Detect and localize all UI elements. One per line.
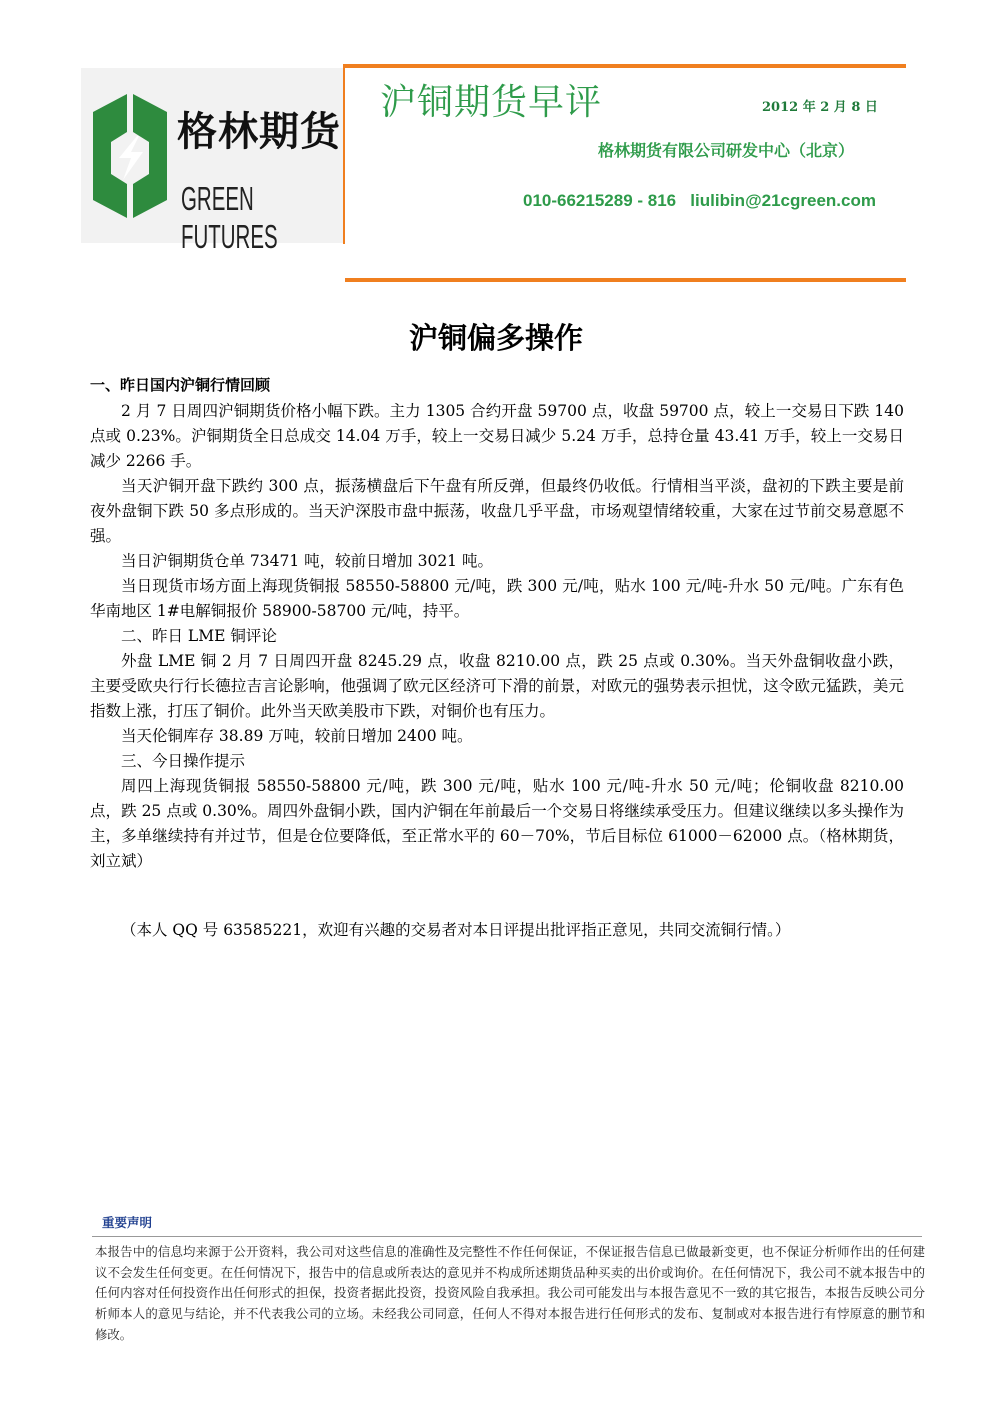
section-heading: 三、今日操作提示	[121, 752, 246, 770]
header-top-rule	[345, 64, 906, 68]
section-heading: 一、昨日国内沪铜行情回顾	[90, 376, 271, 394]
header-divider	[343, 64, 345, 244]
paragraph: 当天沪铜开盘下跌约 300 点，振荡横盘后下午盘有所反弹，但最终仍收低。行情相当平淡，盘初的下跌主要是前夜外盘铜下跌 50 多点形成的。当天沪深股市盘中振荡，收盘几乎平盘，市场观望情绪较重，大家在过节前交易意愿不强。	[90, 477, 904, 545]
company-name: 格林期货有限公司研发中心（北京）	[598, 141, 855, 160]
paragraph: 外盘 LME 铜 2 月 7 日周四开盘 8245.29 点，收盘 8210.00 点，跌 25 点或 0.30%。当天外盘铜收盘小跌，主要受欧央行行长德拉吉言论影响，他强调了欧元区经济可下滑的前景，对欧元的强势表示担忧，这令欧元猛跌，美元指数上涨，打压了铜价。此外当天欧美股市下跌，对铜价也有压力。	[90, 652, 904, 720]
green-futures-logo-icon	[93, 94, 167, 218]
company-logo	[81, 68, 343, 255]
qq-note: （本人 QQ 号 63585221，欢迎有兴趣的交易者对本日评提出批评指正意见，共同交流铜行情。）	[121, 921, 791, 939]
header-bottom-rule	[345, 278, 906, 282]
disclaimer-text: 本报告中的信息均来源于公开资料，我公司对这些信息的准确性及完整性不作任何保证，不保证报告信息已做最新变更，也不保证分析师作出的任何建议不会发生任何变更。在任何情况下，报告中的信息或所表达的意见并不构成所述期货品种买卖的出价或询价。在任何情况下，我公司不就本报告中的任何内容对任何投资作出任何形式的担保，投资者据此投资，投资风险自我承担。我公司可能发出与本报告意见不一致的其它报告，本报告反映公司分析师本人的意见与结论，并不代表我公司的立场。未经我公司同意，任何人不得对本报告进行任何形式的发布、复制或对本报告进行有悖原意的删节和修改。	[95, 1244, 925, 1342]
paragraph: 当天伦铜库存 38.89 万吨，较前日增加 2400 吨。	[121, 727, 473, 745]
disclaimer-divider	[92, 1236, 922, 1237]
section-heading: 二、昨日 LME 铜评论	[121, 627, 277, 645]
contact-info: 010-66215289 - 816 liulibin@21cgreen.com	[523, 191, 876, 210]
paragraph: 当日沪铜期货仓单 73471 吨，较前日增加 3021 吨。	[121, 552, 493, 570]
page-title: 沪铜偏多操作	[408, 321, 583, 355]
paragraph: 2 月 7 日周四沪铜期货价格小幅下跌。主力 1305 合约开盘 59700 点，收盘 59700 点，较上一交易日下跌 140 点或 0.23%。沪铜期货全日总成交 14.04 万手，较上一交易日减少 5.24 万手，总持仓量 43.41 万手，较上一交易日减少 2266 手。	[90, 402, 904, 470]
paragraph: 周四上海现货铜报 58550-58800 元/吨，跌 300 元/吨，贴水 100 元/吨-升水 50 元/吨；伦铜收盘 8210.00 点，跌 25 点或 0.30%。周四外盘铜小跌，国内沪铜在年前最后一个交易日将继续承受压力。但建议继续以多头操作为主，多单继续持有并过节，但是仓位要降低，至正常水平的 60－70%，节后目标位 61000－62000 点。（格林期货，刘立斌）	[90, 777, 904, 870]
paragraph: 当日现货市场方面上海现货铜报 58550-58800 元/吨，跌 300 元/吨，贴水 100 元/吨-升水 50 元/吨。广东有色华南地区 1#电解铜报价 58900-58700 元/吨，持平。	[90, 577, 904, 620]
disclaimer-title: 重要声明	[102, 1215, 153, 1230]
logo-chinese-name: 格林期货	[177, 109, 341, 155]
report-date: 2012 年 2 月 8 日	[762, 100, 878, 115]
report-title: 沪铜期货早评	[380, 82, 603, 123]
logo-english-name: GREEN FUTURES	[181, 180, 278, 255]
report-body	[90, 399, 904, 874]
